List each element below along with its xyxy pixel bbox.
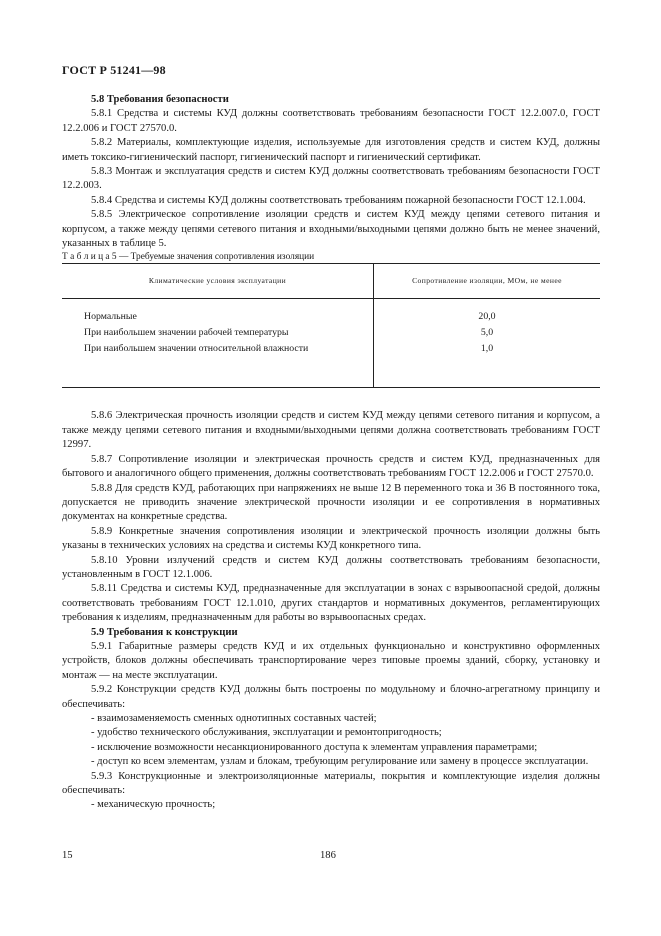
document-body bbox=[62, 93, 600, 813]
section-5-9-heading: 5.9 Требования к конструкции bbox=[91, 626, 238, 638]
paragraph-5-8-1: 5.8.1 Средства и системы КУД должны соответствовать требованиям безопасности ГОСТ 12.2.007.0, ГОСТ 12.2.006 и ГОСТ 27570.0. bbox=[62, 108, 600, 134]
list-item: - взаимозаменяемость сменных однотипных составных частей; bbox=[91, 713, 377, 724]
paragraph-5-8-8: 5.8.8 Для средств КУД, работающих при напряжениях не выше 12 В переменного тока и 36 В постоянного тока, допускается не приводить значение электрической прочности изоляции и ее сопротивления в нормативных документах на конкретные средства. bbox=[62, 482, 600, 523]
table-row bbox=[62, 309, 600, 325]
paragraph-5-8-5: 5.8.5 Электрическое сопротивление изоляции средств и систем КУД между цепями сетевого питания и корпусом, а также между цепями сетевого питания и входными/выходными цепями должно быть не менее значений, указанных в таблице 5. bbox=[62, 209, 600, 250]
table-spacer-row bbox=[62, 357, 600, 388]
page-number-global: 186 bbox=[320, 850, 336, 861]
column-header-resistance: Сопротивление изоляции, МОм, не менее bbox=[374, 264, 601, 299]
table-row bbox=[62, 325, 600, 341]
page-number-section: 15 bbox=[62, 850, 73, 861]
table-cell-value: 20,0 bbox=[478, 311, 496, 323]
paragraph-5-9-1: 5.9.1 Габаритные размеры средств КУД и их отдельных функционально и конструктивно оформленных устройств, блоков должны обеспечивать транспортирование через типовые проемы зданий, сборку, установку и монтаж — на месте эксплуатации. bbox=[62, 640, 600, 681]
paragraph-5-8-9: 5.8.9 Конкретные значения сопротивления изоляции и электрической прочность изоляции должны быть указаны в технических условиях на средства и системы КУД конкретного типа. bbox=[62, 525, 600, 552]
table-spacer-row bbox=[62, 299, 600, 310]
paragraph-5-8-10: 5.8.10 Уровни излучений средств и систем КУД должны соответствовать требованиям безопасности, установленным в ГОСТ 12.1.006. bbox=[62, 554, 600, 580]
paragraph-5-8-3: 5.8.3 Монтаж и эксплуатация средств и систем КУД должны соответствовать требованиям безопасности ГОСТ 12.2.003. bbox=[62, 166, 600, 192]
table-5-caption: Т а б л и ц а 5 — Требуемые значения сопротивления изоляции bbox=[62, 252, 315, 263]
section-5-8-heading: 5.8 Требования безопасности bbox=[91, 94, 229, 105]
list-item: - доступ ко всем элементам, узлам и блокам, требующим регулирование или замену в процессе эксплуатации. bbox=[91, 756, 589, 768]
paragraph-5-9-3: 5.9.3 Конструкционные и электроизоляционные материалы, покрытия и комплектующие изделия должны обеспечивать: bbox=[62, 770, 600, 797]
column-header-conditions: Климатические условия эксплуатации bbox=[62, 264, 374, 299]
list-item: - удобство технического обслуживания, эксплуатации и ремонтопригодность; bbox=[91, 727, 442, 739]
list-item: - механическую прочность; bbox=[91, 799, 216, 811]
list-item: - исключение возможности несанкционированного доступа к элементам управления параметрами; bbox=[91, 741, 538, 753]
insulation-resistance-table bbox=[62, 263, 600, 388]
paragraph-5-8-4: 5.8.4 Средства и системы КУД должны соответствовать требованиям пожарной безопасности ГОСТ 12.1.004. bbox=[91, 194, 586, 206]
table-cell-value: 1,0 bbox=[480, 343, 494, 355]
document-code-header: ГОСТ Р 51241—98 bbox=[62, 63, 166, 77]
paragraph-5-8-2: 5.8.2 Материалы, комплектующие изделия, используемые для изготовления средств и систем КУД, должны иметь токсико-гигиенический паспорт, гигиенический паспорт и гигиенический сертификат. bbox=[62, 137, 600, 163]
paragraph-5-9-2: 5.9.2 Конструкции средств КУД должны быть построены по модульному и блочно-агрегатному принципу и обеспечивать: bbox=[62, 684, 600, 710]
table-5-container bbox=[62, 263, 600, 388]
table-cell-condition: Нормальные bbox=[62, 309, 374, 325]
paragraph-5-8-6: 5.8.6 Электрическая прочность изоляции средств и систем КУД между цепями сетевого питания и корпусом, а также между цепями сетевого питания и входными/выходными цепями должна соответствовать требованиям ГОСТ 12997. bbox=[62, 410, 600, 451]
table-cell-condition: При наибольшем значении относительной влажности bbox=[62, 341, 374, 357]
table-cell-condition: При наибольшем значении рабочей температуры bbox=[62, 325, 374, 341]
paragraph-5-8-11: 5.8.11 Средства и системы КУД, предназначенные для эксплуатации в зонах с взрывоопасной средой, должны соответствовать требованиям ГОСТ 12.1.010, других стандартов и нормативных документов, регламентирующих требования к изделиям, предназначенным для работы во взрывоопасных средах. bbox=[62, 583, 600, 624]
table-header-row bbox=[62, 264, 600, 299]
table-cell-value: 5,0 bbox=[480, 327, 494, 339]
paragraph-5-8-7: 5.8.7 Сопротивление изоляции и электрическая прочность средств и систем КУД, предназначенных для бытового и аналогичного общего применения, должны соответствовать требованиям ГОСТ 12.2.006 и ГОСТ 27570.0. bbox=[62, 453, 600, 480]
table-row bbox=[62, 341, 600, 357]
